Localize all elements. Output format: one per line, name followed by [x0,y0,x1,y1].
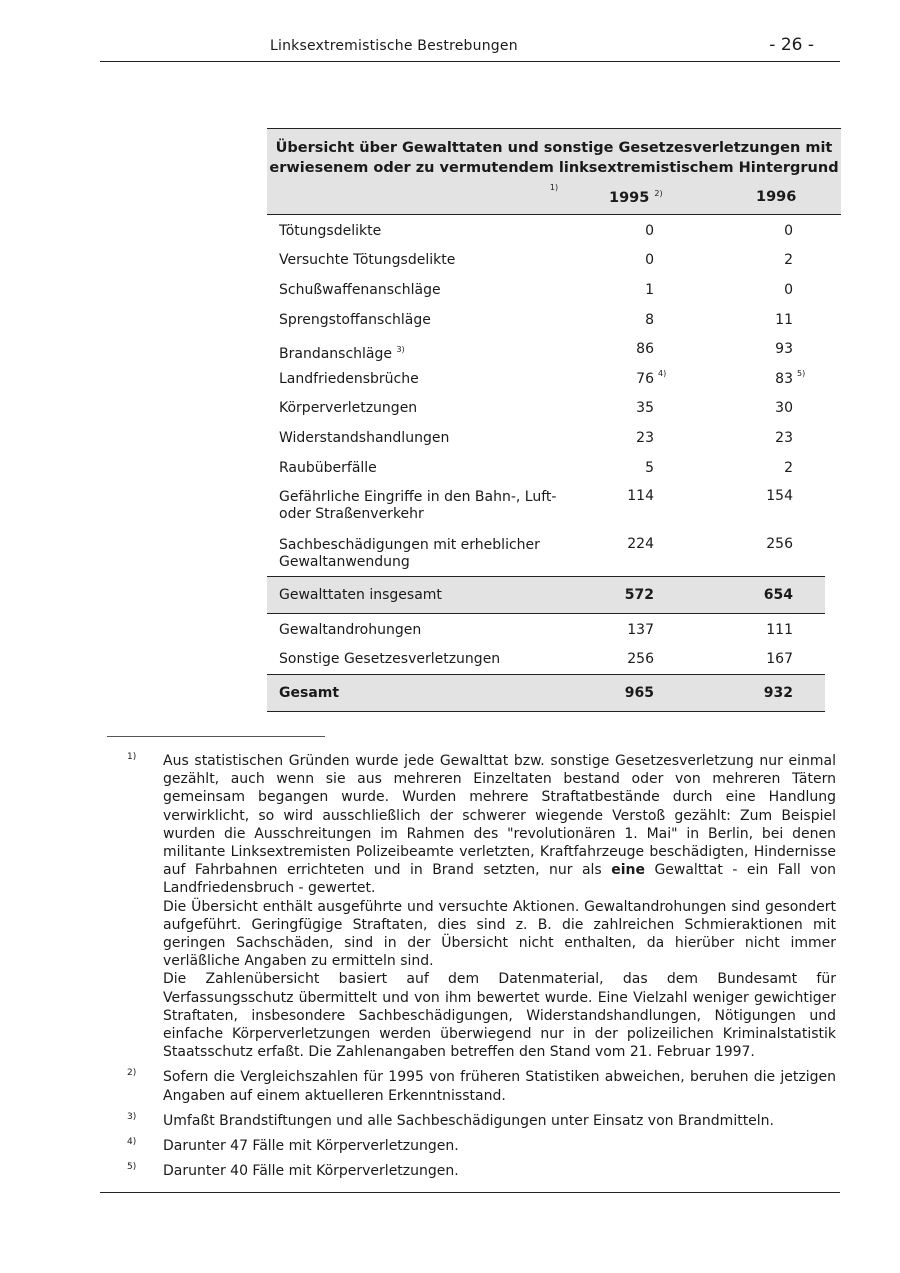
table-row [267,482,825,530]
subtotal-1995: 572 [624,587,654,603]
footnote-text: Darunter 47 Fälle mit Körperverletzungen. [163,1138,459,1155]
footnote-mark: 2) [127,1068,137,1079]
table-row [267,364,825,393]
table-row [267,530,825,576]
value-1996: 0 [784,282,793,298]
value-1996: 2 [784,252,793,268]
table-row [267,245,825,275]
footnote-paragraph: Aus statistischen Gründen wurde jede Gewalttat bzw. sonstige Gesetzesverletzung nur einmal gezählt, auch wenn sie aus mehreren Einzeltaten bestand oder von mehreren Tätern gemeinsam begangen wurde. Wurden mehrere Straftatbestände durch eine Handlung verwirklicht, so wird ausschließlich der schwerer wiegende Verstoß gezählt: Zum Beispiel wurden die Ausschreitungen im Rahmen des "revolutionären 1. Mai" in Berlin, bei denen militante Linksextremisten Polizeibeamte verletzten, Kraftfahrzeuge beschädigten, Hindernisse auf Fahrbahnen errichteten und in Brand setzten, nur als eine Gewalttat - ein Fall von Landfriedensbruch - gewertet. [163,753,837,897]
row-label: Sachbeschädigungen mit erheblicher Gewaltanwendung [279,537,540,570]
value-1995: 23 [636,430,654,446]
value-1995: 137 [627,622,654,638]
footnote-mark: 5) [127,1162,137,1173]
row-label: Landfriedensbrüche [279,371,419,387]
value-1995: 0 [645,223,654,239]
value-1996: 11 [775,312,793,328]
value-1995: 8 [645,312,654,328]
table-row [267,305,825,334]
page-header [100,34,840,62]
value-1995: 76 4) [636,369,667,387]
row-label: Gewaltandrohungen [279,622,422,638]
row-label: Körperverletzungen [279,400,418,416]
value-1996: 2 [784,460,793,476]
value-1995: 256 [627,651,654,667]
table-row [267,644,825,674]
row-label: Brandanschläge $^{3)}$ [279,345,405,362]
value-1996: 256 [766,536,793,552]
value-1996: 93 [775,341,793,357]
row-label: Gefährliche Eingriffe in den Bahn-, Luft- oder Straßenverkehr [279,489,557,522]
footnote-text: Darunter 40 Fälle mit Körperverletzungen. [163,1163,459,1180]
emphasis: eine [611,862,645,879]
table-body [267,215,825,712]
value-1995: 1 [645,282,654,298]
column-header-1995-footnote-ref: 2) [654,189,663,198]
row-label: Versuchte Tötungsdelikte [279,252,456,268]
table-row [267,334,825,364]
footnote-2 [127,1068,836,1104]
table-title-line2: erwiesenem oder zu vermutendem linksextremistischem Hintergrund [269,160,839,176]
table-header [267,128,841,215]
value-1996: 154 [766,488,793,504]
value-1996: 167 [766,651,793,667]
footnote-text: Sofern die Vergleichszahlen für 1995 von früheren Statistiken abweichen, beruhen die jetzigen Angaben auf einem aktuelleren Erkenntnisstand. [163,1069,836,1104]
table-row [267,215,825,245]
footnote-mark: 3) [127,1111,137,1122]
row-label: Tötungsdelikte [279,223,382,239]
row-label: Raubüberfälle [279,460,377,476]
total-label: Gesamt [279,685,340,701]
value-1995: 35 [636,400,654,416]
table-title-line1: Übersicht über Gewalttaten und sonstige Gesetzesverletzungen mit [275,140,833,156]
value-1995: 5 [645,460,654,476]
value-1995: 224 [627,536,654,552]
footnote-1 [127,752,836,1061]
subtotal-1996: 654 [763,587,793,603]
footnote-5 [127,1162,836,1180]
total-row [267,674,825,712]
footnote-paragraph: Die Zahlenübersicht basiert auf dem Datenmaterial, das dem Bundesamt für Verfassungsschutz übermittelt und von ihm bewertet wurde. Eine Vielzahl weniger gewichtiger Straftaten, insbesondere Sachbeschädigungen, Widerstandshandlungen, Nötigungen und einfache Körperverletzungen werden überwiegend nur in der polizeilichen Kriminalstatistik Staatsschutz erfaßt. Die Zahlenangaben betreffen den Stand vom 21. Februar 1997. [163,971,836,1061]
value-1996: 111 [766,622,793,638]
value-1996: 23 [775,430,793,446]
footnote-4 [127,1137,836,1155]
table-row [267,614,825,644]
row-label: Schußwaffenanschläge [279,282,441,298]
page-footer-rule [100,1192,840,1193]
column-header-1996: 1996 [756,189,797,205]
value-1996: 83 5) [775,369,806,387]
table-title-footnote-ref: 1) [549,183,559,192]
value-1995: 86 [636,341,654,357]
row-label: Sonstige Gesetzesverletzungen [279,651,501,667]
table-row [267,393,825,423]
value-1996: 0 [784,223,793,239]
table-row [267,453,825,482]
value-1996: 30 [775,400,793,416]
value-footnote-ref: 4) [658,369,667,378]
subtotal-row [267,576,825,614]
table-title [267,138,841,202]
value-1995: 0 [645,252,654,268]
table-row [267,423,825,453]
footnote-mark: 4) [127,1137,137,1148]
total-1995: 965 [624,685,654,701]
footnote-paragraph: Die Übersicht enthält ausgeführte und versuchte Aktionen. Gewaltandrohungen sind gesondert aufgeführt. Geringfügige Straftaten, dies sind z. B. die zahlreichen Schmieraktionen mit geringen Sachschäden, sind in der Übersicht nicht enthalten, da hierüber nicht immer verläßliche Angaben zu ermitteln sind. [163,898,836,970]
running-title: Linksextremistische Bestrebungen [270,38,518,54]
footnote-mark: 1) [127,752,137,762]
footnotes [127,752,836,1187]
footnote-separator [107,736,325,737]
total-1996: 932 [763,685,793,701]
row-footnote-ref: 3) [396,345,405,354]
footnote-text: Umfaßt Brandstiftungen und alle Sachbeschädigungen unter Einsatz von Brandmitteln. [163,1112,775,1129]
row-label: Sprengstoffanschläge [279,312,431,328]
column-header-1995: 1995 $^{2)}$ [609,189,663,206]
value-footnote-ref: 5) [797,369,806,378]
table-row [267,275,825,305]
value-1995: 114 [627,488,654,504]
page-number: - 26 - [769,35,814,55]
statistics-table [267,128,841,712]
row-label: Widerstandshandlungen [279,430,450,446]
footnote-3 [127,1112,836,1130]
subtotal-label: Gewalttaten insgesamt [279,587,442,603]
